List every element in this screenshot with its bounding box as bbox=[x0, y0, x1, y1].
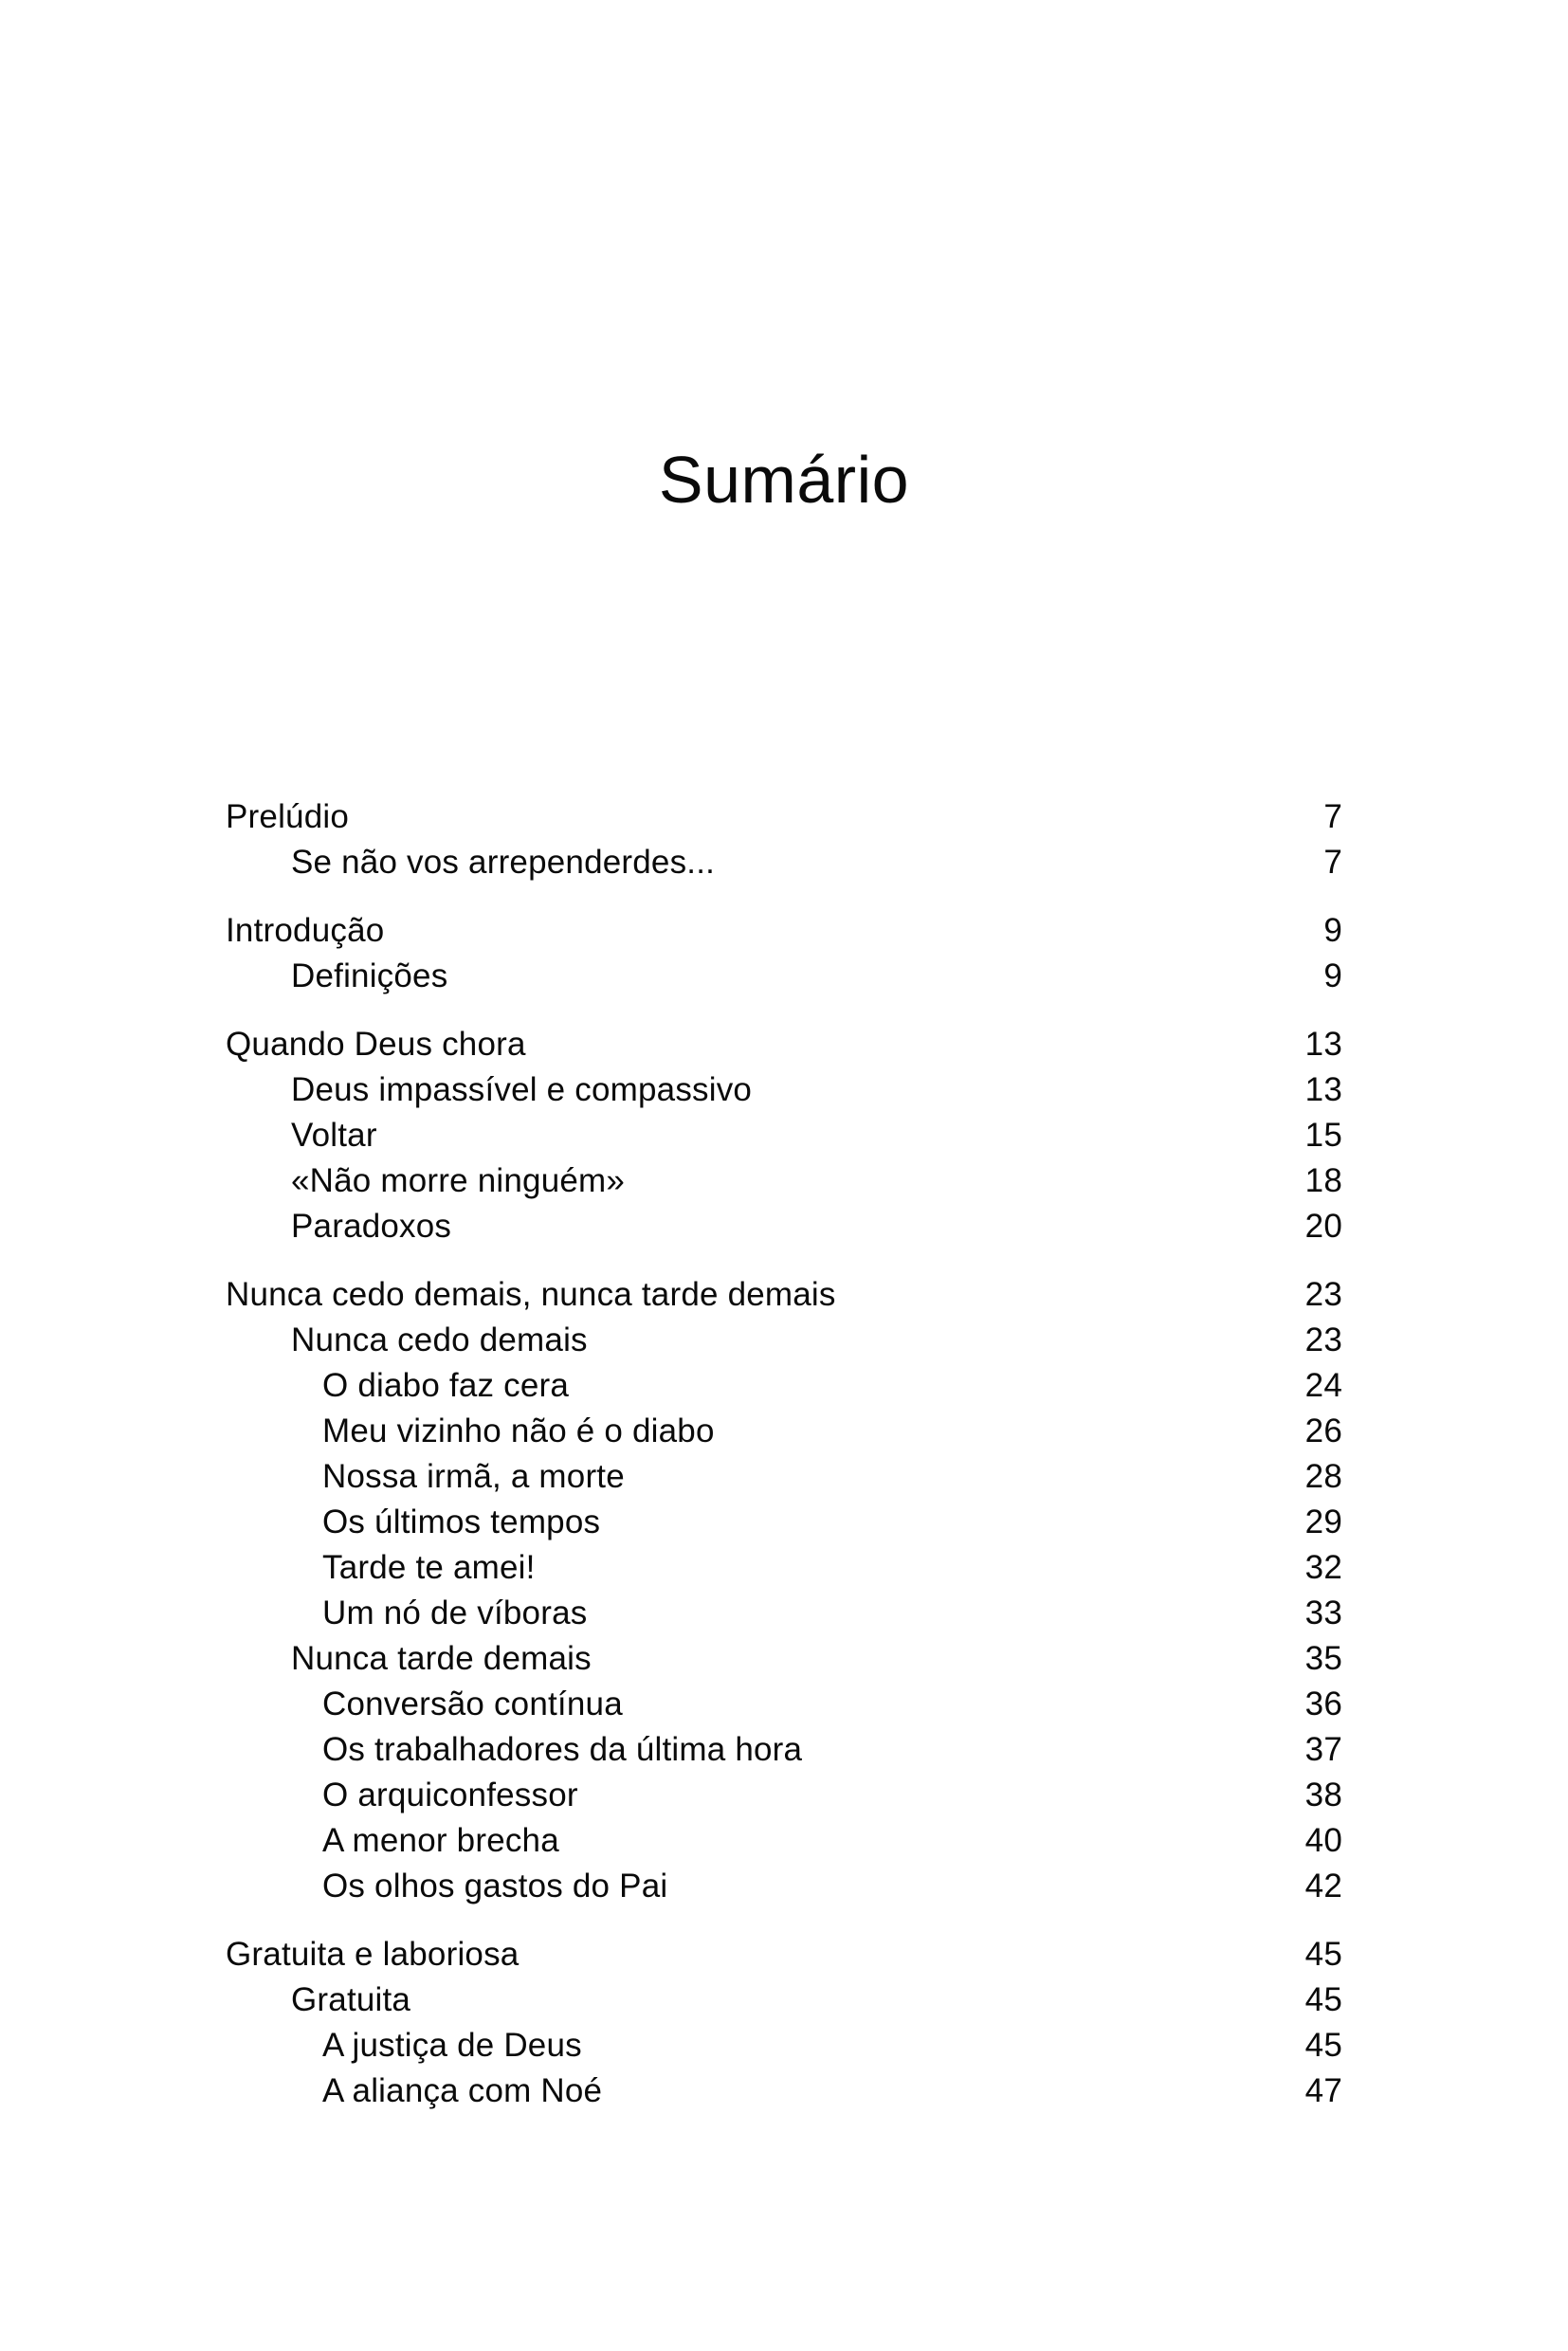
toc-entry[interactable] bbox=[226, 1636, 1342, 1682]
toc-entry-label: A justiça de Deus bbox=[322, 2027, 582, 2064]
toc-entry[interactable] bbox=[226, 794, 1342, 840]
toc-entry-label: Gratuita e laboriosa bbox=[226, 1936, 520, 1973]
toc-entry[interactable] bbox=[226, 954, 1342, 999]
toc-entry-label: Conversão contínua bbox=[322, 1686, 623, 1722]
toc-entry-page-number: 47 bbox=[1304, 2072, 1342, 2109]
toc-entry-page-number: 36 bbox=[1304, 1686, 1342, 1722]
toc-entry-label: A menor brecha bbox=[322, 1822, 559, 1859]
toc-entry-label: Se não vos arrependerdes... bbox=[291, 844, 716, 881]
toc-entry-label: Deus impassível e compassivo bbox=[291, 1071, 753, 1108]
toc-group bbox=[226, 1932, 1342, 2114]
toc-entry[interactable] bbox=[226, 1977, 1342, 2023]
toc-entry-label: Um nó de víboras bbox=[322, 1595, 588, 1631]
toc-entry-page-number: 40 bbox=[1304, 1822, 1342, 1859]
toc-entry-page-number: 13 bbox=[1304, 1026, 1342, 1063]
toc-entry-page-number: 42 bbox=[1304, 1868, 1342, 1904]
toc-entry-label: Nunca tarde demais bbox=[291, 1640, 592, 1677]
toc-entry-label: A aliança com Noé bbox=[322, 2072, 603, 2109]
page-title: Sumário bbox=[658, 442, 910, 517]
toc-entry[interactable] bbox=[226, 1864, 1342, 1909]
toc-entry-page-number: 9 bbox=[1323, 912, 1342, 949]
toc-group bbox=[226, 908, 1342, 999]
toc-entry-page-number: 23 bbox=[1304, 1321, 1342, 1358]
toc-entry[interactable] bbox=[226, 1682, 1342, 1727]
toc-entry-page-number: 13 bbox=[1304, 1071, 1342, 1108]
toc-entry-page-number: 38 bbox=[1304, 1777, 1342, 1813]
toc-entry-page-number: 7 bbox=[1323, 798, 1342, 835]
toc-entry-label: Meu vizinho não é o diabo bbox=[322, 1412, 715, 1449]
toc-entry[interactable] bbox=[226, 1500, 1342, 1545]
toc-entry-label: Tarde te amei! bbox=[322, 1549, 536, 1586]
toc-entry-page-number: 28 bbox=[1304, 1458, 1342, 1495]
toc-entry[interactable] bbox=[226, 908, 1342, 954]
toc-entry[interactable] bbox=[226, 1818, 1342, 1864]
toc-entry-page-number: 32 bbox=[1304, 1549, 1342, 1586]
toc-entry-label: Paradoxos bbox=[291, 1208, 452, 1245]
toc-entry[interactable] bbox=[226, 1022, 1342, 1067]
toc-entry[interactable] bbox=[226, 1113, 1342, 1158]
toc-group bbox=[226, 794, 1342, 885]
toc-entry-label: Nunca cedo demais bbox=[291, 1321, 588, 1358]
toc-entry[interactable] bbox=[226, 1932, 1342, 1977]
toc-entry-page-number: 29 bbox=[1304, 1504, 1342, 1540]
toc-entry-label: Introdução bbox=[226, 912, 385, 949]
toc-entry[interactable] bbox=[226, 1158, 1342, 1204]
table-of-contents bbox=[226, 794, 1342, 2114]
toc-group bbox=[226, 1022, 1342, 1249]
toc-entry-page-number: 45 bbox=[1304, 1981, 1342, 2018]
toc-entry[interactable] bbox=[226, 1272, 1342, 1318]
toc-entry[interactable] bbox=[226, 840, 1342, 885]
toc-entry[interactable] bbox=[226, 1591, 1342, 1636]
toc-entry[interactable] bbox=[226, 1409, 1342, 1454]
toc-entry-label: Gratuita bbox=[291, 1981, 411, 2018]
toc-entry-label: Os olhos gastos do Pai bbox=[322, 1868, 668, 1904]
toc-entry-label: O arquiconfessor bbox=[322, 1777, 578, 1813]
toc-entry[interactable] bbox=[226, 2023, 1342, 2069]
toc-entry-label: O diabo faz cera bbox=[322, 1367, 570, 1404]
toc-entry[interactable] bbox=[226, 1318, 1342, 1363]
toc-entry-label: Quando Deus chora bbox=[226, 1026, 526, 1063]
toc-entry[interactable] bbox=[226, 1204, 1342, 1249]
toc-entry-label: Os últimos tempos bbox=[322, 1504, 601, 1540]
toc-entry[interactable] bbox=[226, 1067, 1342, 1113]
toc-entry[interactable] bbox=[226, 1363, 1342, 1409]
toc-entry-page-number: 15 bbox=[1304, 1117, 1342, 1154]
toc-entry-label: Prelúdio bbox=[226, 798, 350, 835]
toc-entry[interactable] bbox=[226, 1545, 1342, 1591]
toc-entry[interactable] bbox=[226, 2069, 1342, 2114]
toc-entry-page-number: 18 bbox=[1304, 1162, 1342, 1199]
toc-entry-page-number: 20 bbox=[1304, 1208, 1342, 1245]
toc-entry-page-number: 9 bbox=[1323, 957, 1342, 994]
toc-entry-page-number: 23 bbox=[1304, 1276, 1342, 1313]
toc-entry-page-number: 7 bbox=[1323, 844, 1342, 881]
toc-entry-label: Voltar bbox=[291, 1117, 377, 1154]
toc-entry-page-number: 37 bbox=[1304, 1731, 1342, 1768]
toc-entry[interactable] bbox=[226, 1727, 1342, 1773]
toc-group bbox=[226, 1272, 1342, 1909]
toc-entry-page-number: 24 bbox=[1304, 1367, 1342, 1404]
toc-entry-label: Nunca cedo demais, nunca tarde demais bbox=[226, 1276, 836, 1313]
toc-entry-page-number: 45 bbox=[1304, 2027, 1342, 2064]
toc-entry[interactable] bbox=[226, 1454, 1342, 1500]
toc-entry-page-number: 35 bbox=[1304, 1640, 1342, 1677]
toc-entry-label: Nossa irmã, a morte bbox=[322, 1458, 625, 1495]
toc-entry-page-number: 33 bbox=[1304, 1595, 1342, 1631]
toc-entry-label: Definições bbox=[291, 957, 448, 994]
toc-entry[interactable] bbox=[226, 1773, 1342, 1818]
toc-entry-page-number: 26 bbox=[1304, 1412, 1342, 1449]
toc-entry-page-number: 45 bbox=[1304, 1936, 1342, 1973]
toc-entry-label: «Não morre ninguém» bbox=[291, 1162, 626, 1199]
toc-entry-label: Os trabalhadores da última hora bbox=[322, 1731, 803, 1768]
